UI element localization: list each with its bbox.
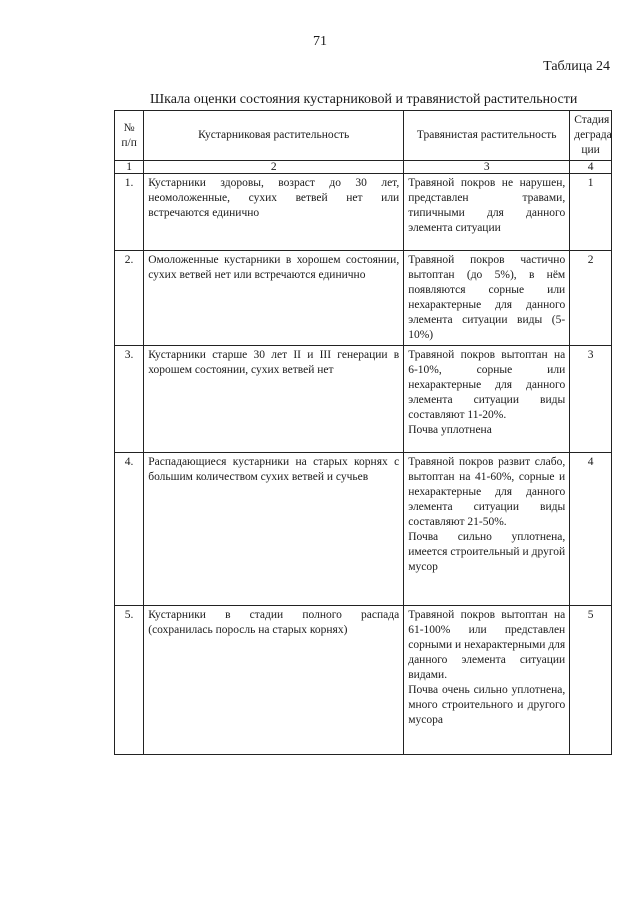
table-row	[115, 174, 612, 251]
header-num: № п/п	[115, 111, 144, 161]
column-index: 2	[144, 161, 404, 174]
degradation-stage: 5	[570, 606, 612, 755]
grass-text: Травяной покров развит слабо, вытоптан на 41-60%, сорные и нехарактерные для данного элемента ситуации виды составляют 21-50%.	[408, 456, 566, 528]
column-index: 4	[570, 161, 612, 174]
soil-text: Почва сильно уплотнена, имеется строительный и другой мусор	[408, 531, 566, 573]
table-row	[115, 251, 612, 346]
row-number: 5.	[115, 606, 144, 755]
degradation-scale-table	[114, 110, 612, 755]
grass-description	[404, 606, 570, 755]
shrub-description: Распадающиеся кустарники на старых корнях с большим количеством сухих ветвей и сучьев	[144, 453, 404, 606]
header-stage: Стадия деграда ции	[570, 111, 612, 161]
table-header-row	[115, 111, 612, 161]
grass-text: Травяной покров вытоптан на 61-100% или представлен сорными и нехарактерными для данного элемента ситуации видами.	[408, 609, 566, 681]
grass-text: Травяной покров не нарушен, представлен травами, типичными для данного элемента ситуации	[408, 177, 566, 234]
degradation-stage: 4	[570, 453, 612, 606]
table-row	[115, 346, 612, 453]
table-row	[115, 453, 612, 606]
header-grass: Травянистая растительность	[404, 111, 570, 161]
degradation-stage: 1	[570, 174, 612, 251]
degradation-stage: 2	[570, 251, 612, 346]
grass-text: Травяной покров частично вытоптан (до 5%), в нём появляются сорные или нехарактерные для данного элемента ситуации виды (5-10%)	[408, 254, 566, 341]
row-number: 2.	[115, 251, 144, 346]
table-label: Таблица 24	[543, 59, 610, 74]
soil-text: Почва очень сильно уплотнена, много строительного и другого мусора	[408, 684, 566, 726]
grass-description	[404, 453, 570, 606]
table-row	[115, 606, 612, 755]
shrub-description: Омоложенные кустарники в хорошем состоянии, сухих ветвей нет или встречаются единично	[144, 251, 404, 346]
table-title: Шкала оценки состояния кустарниковой и травянистой растительности	[150, 92, 578, 107]
grass-description	[404, 174, 570, 251]
row-number: 1.	[115, 174, 144, 251]
shrub-description: Кустарники здоровы, возраст до 30 лет, неомоложенные, сухих ветвей нет или встречаются единично	[144, 174, 404, 251]
soil-text: Почва уплотнена	[408, 424, 492, 436]
shrub-description: Кустарники в стадии полного распада (сохранилась поросль на старых корнях)	[144, 606, 404, 755]
grass-description	[404, 251, 570, 346]
grass-text: Травяной покров вытоптан на 6-10%, сорные или нехарактерные для данного элемента ситуации виды составляют 11-20%.	[408, 349, 566, 421]
grass-description	[404, 346, 570, 453]
row-number: 3.	[115, 346, 144, 453]
column-index-row	[115, 161, 612, 174]
row-number: 4.	[115, 453, 144, 606]
degradation-stage: 3	[570, 346, 612, 453]
shrub-description: Кустарники старше 30 лет II и III генерации в хорошем состоянии, сухих ветвей нет	[144, 346, 404, 453]
page-number: 71	[313, 34, 327, 49]
column-index: 3	[404, 161, 570, 174]
column-index: 1	[115, 161, 144, 174]
header-shrub: Кустарниковая растительность	[144, 111, 404, 161]
